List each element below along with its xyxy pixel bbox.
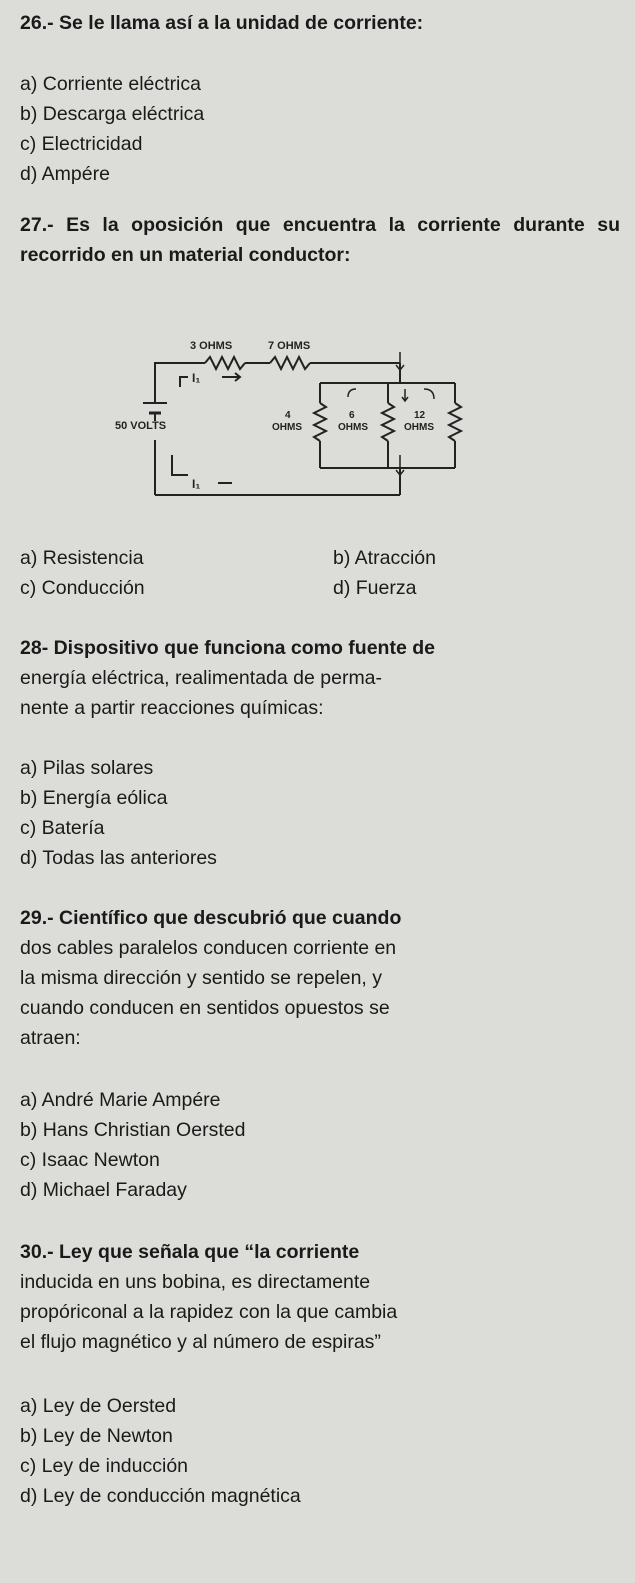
question-28-title-line3: nente a partir reacciones químicas: [20,697,324,719]
label-3-ohms: 3 OHMS [190,340,233,352]
question-30-title-line4: el flujo magnético y al número de espiras” [20,1331,381,1353]
resistor-7-ohms [270,357,310,369]
question-29-title-line5: atraen: [20,1027,81,1049]
label-4-unit: OHMS [272,422,302,433]
question-30-option-b: b) Ley de Newton [20,1425,173,1447]
label-current-bottom: I₁ [192,477,201,491]
question-29-title-line1: 29.- Científico que descubrió que cuando [20,907,402,929]
resistor-6-ohms [382,403,394,441]
resistor-4-ohms [314,403,326,441]
question-26-option-a: a) Corriente eléctrica [20,73,201,95]
resistor-12-ohms [449,403,461,441]
question-30-title-line2: inducida en uns bobina, es directamente [20,1271,371,1293]
question-27-option-d: d) Fuerza [333,577,417,599]
question-30-title-line3: propóriconal a la rapidez con la que cambia [20,1301,398,1323]
question-26-option-c: c) Electricidad [20,133,143,155]
question-28-option-d: d) Todas las anteriores [20,847,217,869]
question-30-option-d: d) Ley de conducción magnética [20,1485,301,1507]
question-27-option-c: c) Conducción [20,577,145,599]
question-29-option-d: d) Michael Faraday [20,1179,187,1201]
label-12-value: 12 [414,410,426,421]
question-29-option-a: a) André Marie Ampére [20,1089,221,1111]
label-12-unit: OHMS [404,422,434,433]
circuit-diagram [0,325,635,515]
label-6-unit: OHMS [338,422,368,433]
question-29-title-line4: cuando conducen en sentidos opuestos se [20,997,390,1019]
question-26-title: 26.- Se le llama así a la unidad de corriente: [20,12,424,34]
question-30-title-line1: 30.- Ley que señala que “la corriente [20,1241,360,1263]
label-4-value: 4 [285,410,291,421]
question-28-title-line1: 28- Dispositivo que funciona como fuente de [20,637,435,659]
question-28-option-c: c) Batería [20,817,105,839]
question-28-option-b: b) Energía eólica [20,787,168,809]
question-27-title: 27.- Es la oposición que encuentra la corriente durante su recorrido en un material conductor: [20,214,620,266]
question-29-title-line2: dos cables paralelos conducen corriente en [20,937,397,959]
question-30-option-c: c) Ley de inducción [20,1455,189,1477]
question-26-option-b: b) Descarga eléctrica [20,103,205,125]
question-29-option-b: b) Hans Christian Oersted [20,1119,246,1141]
question-29-title-line3: la misma dirección y sentido se repelen, y [20,967,382,989]
question-27-option-b: b) Atracción [333,547,436,569]
label-current-top: I₁ [192,371,201,385]
label-6-value: 6 [349,410,355,421]
question-26-option-d: d) Ampére [20,163,110,185]
question-29-option-c: c) Isaac Newton [20,1149,160,1171]
label-50-volts: 50 VOLTS [115,420,167,432]
question-28-option-a: a) Pilas solares [20,757,154,779]
label-7-ohms: 7 OHMS [268,340,311,352]
question-30-option-a: a) Ley de Oersted [20,1395,177,1417]
resistor-3-ohms [205,357,245,369]
question-28-title-line2: energía eléctrica, realimentada de perma- [20,667,383,689]
question-27-option-a: a) Resistencia [20,547,144,569]
